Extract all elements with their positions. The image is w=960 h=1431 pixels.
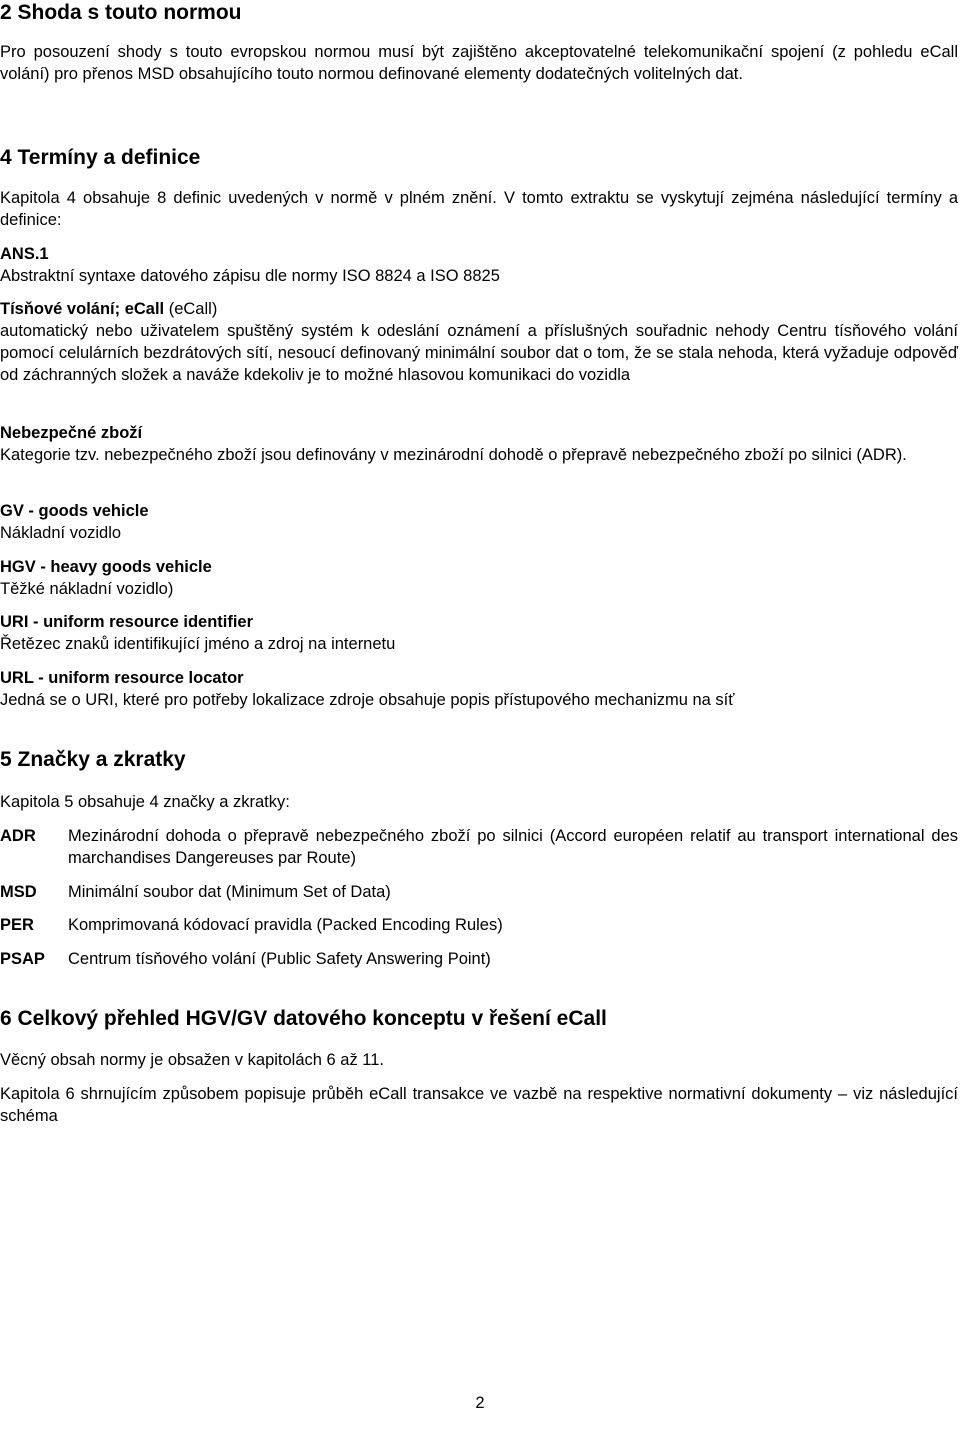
definition-term: ANS.1 xyxy=(0,245,49,263)
section-2-paragraph: Pro posouzení shody s touto evropskou normou musí být zajištěno akceptovatelné telekomunikační spojení (z pohledu eCall volání) pro přenos MSD obsahujícího touto normou definované elementy dodatečných volitelných dat. xyxy=(0,43,958,83)
section-4-intro: Kapitola 4 obsahuje 8 definic uvedených v normě v plném znění. V tomto extraktu se vyskytují zejména následující termíny a definice: xyxy=(0,189,958,229)
definition-text: Jedná se o URI, které pro potřeby lokalizace zdroje obsahuje popis přístupového mechanizmu na síť xyxy=(0,691,735,709)
abbreviation: PER xyxy=(0,916,34,934)
abbreviation: ADR xyxy=(0,827,36,845)
definition-text: Těžké nákladní vozidlo) xyxy=(0,580,174,598)
definition-text: Nákladní vozidlo xyxy=(0,524,122,542)
section-5-intro: Kapitola 5 obsahuje 4 značky a zkratky: xyxy=(0,793,290,811)
abbreviation-meaning: Komprimovaná kódovací pravidla (Packed Encoding Rules) xyxy=(68,916,503,934)
definition-text: Abstraktní syntaxe datového zápisu dle normy ISO 8824 a ISO 8825 xyxy=(0,267,500,285)
definition-term: URL - uniform resource locator xyxy=(0,669,244,687)
definition-text: automatický nebo uživatelem spuštěný systém k odeslání oznámení a příslušných souřadnic nehody Centru tísňového volání pomocí celulárních bezdrátových sítí, nesoucí definovaný minimální soubor dat o tom, že se stala nehoda, která vyžaduje odpověď od záchranných složek a naváže kdekoliv je to možné hlasovou komunikaci do vozidla xyxy=(0,322,958,384)
section-5-heading: 5 Značky a zkratky xyxy=(0,748,186,771)
definition-term: Tísňové volání; eCall xyxy=(0,300,165,318)
abbreviation-meaning: Centrum tísňového volání (Public Safety Answering Point) xyxy=(68,950,491,968)
section-2-heading: 2 Shoda s touto normou xyxy=(0,1,242,24)
definition-term: HGV - heavy goods vehicle xyxy=(0,558,212,576)
section-4-heading: 4 Termíny a definice xyxy=(0,146,201,169)
page-number: 2 xyxy=(475,1394,485,1412)
definition-text: Řetězec znaků identifikující jméno a zdroj na internetu xyxy=(0,635,396,653)
abbreviation-meaning: Minimální soubor dat (Minimum Set of Data) xyxy=(68,883,391,901)
abbreviation: MSD xyxy=(0,883,37,901)
definition-term: URI - uniform resource identifier xyxy=(0,613,254,631)
section-6-heading: 6 Celkový přehled HGV/GV datového konceptu v řešení eCall xyxy=(0,1007,607,1030)
definition-term: GV - goods vehicle xyxy=(0,502,149,520)
abbreviation-meaning: Mezinárodní dohoda o přepravě nebezpečného zboží po silnici (Accord européen relatif au transport international des marchandises Dangereuses par Route) xyxy=(68,827,958,867)
definition-term-suffix: (eCall) xyxy=(164,300,218,318)
definition-term: Nebezpečné zboží xyxy=(0,424,143,442)
definition-term-line xyxy=(0,298,217,320)
section-6-paragraph: Věcný obsah normy je obsažen v kapitolách 6 až 11. xyxy=(0,1051,385,1069)
abbreviation: PSAP xyxy=(0,950,45,968)
definition-text: Kategorie tzv. nebezpečného zboží jsou definovány v mezinárodní dohodě o přepravě nebezpečného zboží po silnici (ADR). xyxy=(0,446,907,464)
section-6-paragraph: Kapitola 6 shrnujícím způsobem popisuje průběh eCall transakce ve vazbě na respektive normativní dokumenty – viz následující schéma xyxy=(0,1085,958,1125)
